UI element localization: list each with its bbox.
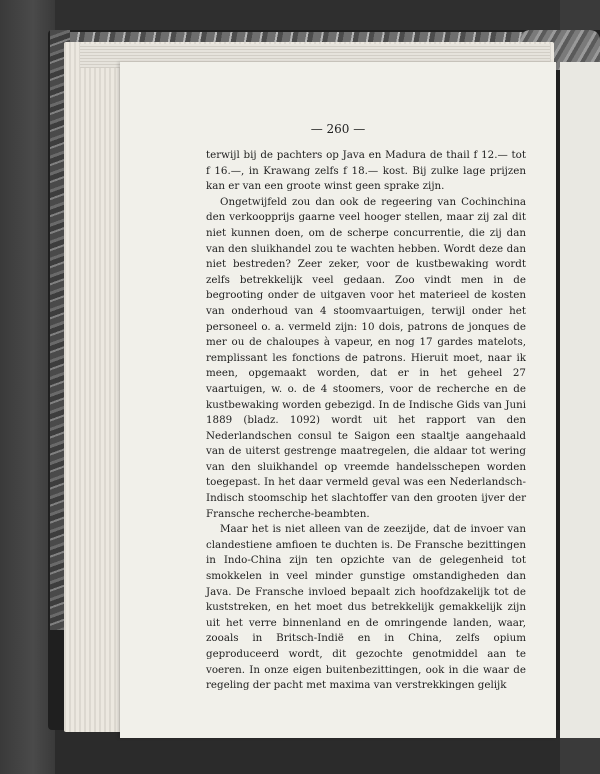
- paragraph-2: Ongetwijfeld zou dan ook de regeering van Cochinchina den verkoopprijs gaarne veel hooger stellen, maar zij zal dit niet kunnen doen, om de scherpe concurrentie, die zij dan van den sluikhandel zou te wachten hebben. Wordt deze dan niet bestreden? Zeer zeker, voor de kustbewaking wordt zelfs betrekkelijk veel gedaan. Zoo vindt men in de begrooting onder de uitgaven voor het materieel de kosten van onderhoud van 4 stoomvaartuigen, terwijl onder het personeel o. a. vermeld zijn: 10 dois, patrons de jonques de mer ou de chaloupes à vapeur, en nog 17 gardes matelots, remplissant les fonctions de patrons. Hieruit moet, naar ik meen, opgemaakt worden, dat er in het geheel 27 vaartuigen, w. o. de 4 stoomers, voor de recherche en de kustbewaking worden gebezigd. In de Indische Gids van Juni 1889 (bladz. 1092) wordt uit het rapport van den Nederlandschen consul te Saigon een staaltje aangehaald van de uiterst gestrenge maatregelen, die aldaar tot wering van den sluikhandel op vreemde handelsschepen worden toegepast. In het daar vermeld geval was een Nederlandsch-Indisch stoomschip het slachtoffer van den grooten ijver der Fransche recherche-beambten.: [206, 195, 526, 520]
- page-number: — 260 —: [310, 122, 366, 136]
- book-page: [120, 62, 556, 738]
- left-background: [0, 0, 55, 774]
- facing-page-edge: [560, 62, 600, 738]
- paragraph-3: Maar het is niet alleen van de zeezijde, dat de invoer van clandestiene amfioen te duchten is. De Fransche bezittingen in Indo-China zijn ten opzichte van de gelegenheid tot smokkelen in veel minder gunstige omstandigheden dan Java. De Fransche invloed bepaalt zich hoofdzakelijk tot de kuststreken, en het moet dus betrekkelijk gemakkelijk zijn uit het verre binnenland en de omringende landen, waar, zooals in Britsch-Indië en in China, zelfs opium geproduceerd wordt, dit gezochte genotmiddel aan te voeren. In onze eigen buitenbezittingen, ook in die waar de regeling der pacht met maxima van verstrekkingen gelijk: [206, 523, 526, 692]
- paragraph-1: terwijl bij de pachters op Java en Madura de thail f 12.— tot f 16.—, in Krawang zelfs f 18.— kost. Bij zulke lage prijzen kan er van een groote winst geen sprake zijn.: [206, 149, 526, 193]
- page-text: [206, 148, 526, 694]
